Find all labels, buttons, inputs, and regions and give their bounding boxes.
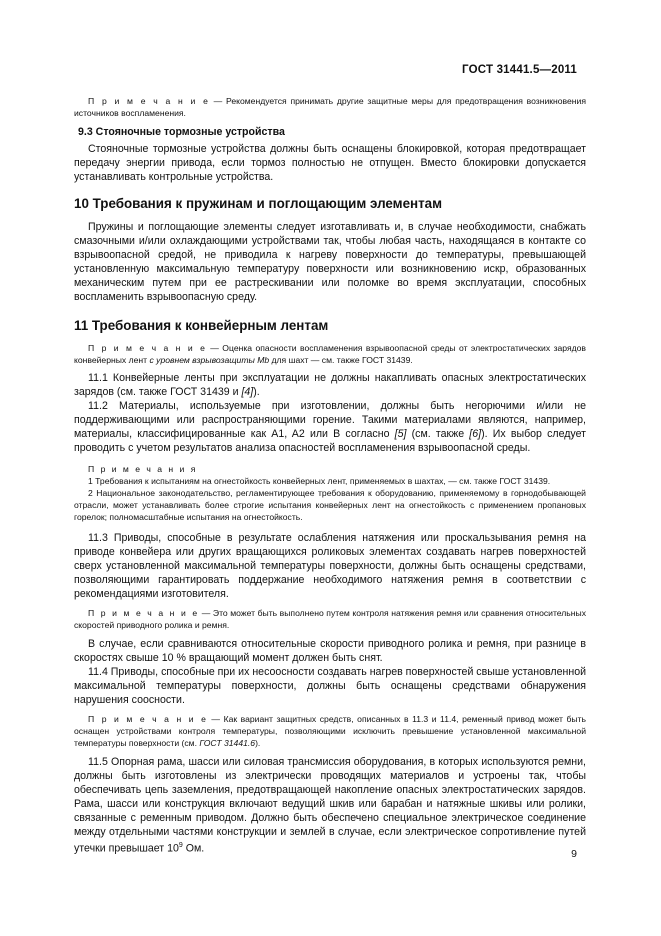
p11-5-end: Ом.	[182, 842, 205, 855]
page-content	[74, 95, 586, 856]
notes-heading-text: П р и м е ч а н и я	[88, 464, 198, 474]
paragraph-11-3: 11.3 Приводы, способные в результате ослабления натяжения или проскальзывания ремня на приводе конвейера или других вращающихся роликовых элементах создавать нагрев поверхностей сверх установленной максимальной температуры поверхности, должны быть оснащены средствами, позволяющими гарантировать поддержание необходимого натяжения ремня в соответствии с рекомендациями изготовителя.	[74, 532, 586, 600]
notes-heading	[74, 463, 586, 475]
note-prefix: П р и м е ч а н и е	[88, 96, 210, 106]
p11-1-end: ).	[253, 386, 260, 398]
note-prefix: П р и м е ч а н и е	[88, 714, 208, 724]
ref-5: [5]	[394, 428, 407, 440]
note-text-a: — Оценка опасности воспламенения взрывоопасной среды от электростатических зарядов конвейерных лент	[74, 343, 586, 365]
paragraph-11-2	[74, 399, 586, 455]
note-prefix: П р и м е ч а н и е	[88, 608, 200, 618]
note-11-4	[74, 713, 586, 749]
heading-section-10: 10 Требования к пружинам и поглощающим элементам	[74, 196, 443, 211]
page-number: 9	[571, 848, 577, 860]
note-text-a: — Как вариант защитных средств, описанных в 11.3 и 11.4, ременный привод может быть оснащен устройствами контроля температуры, позволяющими исключить превышение установленной максимальной температуры поверхности (см.	[74, 714, 586, 748]
note-text-b: ).	[255, 738, 261, 748]
paragraph-9-3: Стояночные тормозные устройства должны быть оснащены блокировкой, которая предотвращает передачу энергии привода, если тормоз полностью не отпущен. Вместо блокировки допускается устанавливать контрольные устройства.	[74, 143, 586, 183]
p11-5-text: 11.5 Опорная рама, шасси или силовая трансмиссия оборудования, в которых используются ремни, должны быть изготовлены из электрически проводящих материалов и устроены так, чтобы обеспечивать цепь заземления, предотвращающей накопление опасных электростатических зарядов. Рама, шасси или конструкция включают ведущий шкив или барабан и натяжные шкивы или ролики, связанные с ременным приводом. Должно быть обеспечено специальное электрическое соединение между отдельными частями конструкции и землей в случае, если электрическое сопротивление путей утечки превышает 10	[74, 756, 586, 855]
note-text-b: для шахт — см. также ГОСТ 31439.	[269, 355, 413, 365]
p11-1-text: 11.1 Конвейерные ленты при эксплуатации не должны накапливать опасных электростатических зарядов (см. также ГОСТ 31439 и	[74, 372, 586, 398]
note-text: — Это может быть выполнено путем контроля натяжения ремня или сравнения относительных скоростей приводного ролика и ремня.	[74, 608, 587, 630]
paragraph-11-1	[74, 371, 586, 399]
ref-4: [4]	[241, 386, 254, 398]
note-text: — Рекомендуется принимать другие защитные меры для предотвращения возникновения источников воспламенения.	[74, 96, 586, 118]
note-11-n2: 2 Национальное законодательство, регламентирующее требования к оборудованию, применяемому в горнодобывающей отрасли, может устанавливать более строгие испытания конвейерных лент на огнестойкость с применением пропановых горелок; полномасштабные испытания на огнестойкость.	[74, 488, 586, 522]
note-section-11	[74, 342, 586, 366]
note-11-3	[74, 607, 586, 631]
paragraph-section-10: Пружины и поглощающие элементы следует изготавливать и, в случае необходимости, снабжать смазочными и/или охлаждающими устройствами так, чтобы любая часть, находящаяся в контакте со взрывоопасной средой, не приводила к нагреву поверхности до температуры, превышающей установленную максимальную температуру поверхности или возникновению искр, образованных механическим путем при ее растрескивании или поломке во время эксплуатации, способных воспламенить взрывоопасную среду.	[74, 221, 586, 303]
note-11-n1: 1 Требования к испытаниям на огнестойкость конвейерных лент, применяемых в шахтах, — см. также ГОСТ 31439.	[88, 476, 551, 486]
p11-2-text-c: ). Их выбор следует проводить с учетом результатов анализа опасностей воспламенения взрывоопасной среды.	[74, 428, 587, 454]
paragraph-speed-compare: В случае, если сравниваются относительные скорости приводного ролика и ремня, при разнице в скоростях свыше 10 % вращающий момент должен быть снят.	[74, 638, 586, 664]
p11-2-text-a: 11.2 Материалы, используемые при изготовлении, должны быть негорючими и/или не поддерживающими или распространяющими горение. Такими материалами являются, например, материалы, классифицированные как A1, A2 или B согласно	[74, 400, 586, 440]
paragraph-11-4: 11.4 Приводы, способные при их несоосности создавать нагрев поверхностей свыше установленной максимальной температуры поверхности, должны быть оснащены средствами обнаружения нарушения соосности.	[74, 666, 586, 706]
note-prefix: П р и м е ч а н и е	[88, 343, 207, 353]
p11-2-text-b: (см. также	[406, 428, 470, 440]
heading-section-11: 11 Требования к конвейерным лентам	[74, 318, 329, 333]
ref-6: [6]	[469, 428, 482, 440]
heading-9-3: 9.3 Стояночные тормозные устройства	[78, 126, 285, 138]
note-italic: с уровнем взрывозащиты Mb	[149, 355, 270, 365]
paragraph-11-5	[74, 755, 586, 856]
note-italic-ref: ГОСТ 31441.6	[199, 738, 256, 748]
exponent: 9	[178, 842, 183, 849]
document-header: ГОСТ 31441.5—2011	[462, 64, 577, 76]
note-ignition-sources	[74, 95, 586, 119]
